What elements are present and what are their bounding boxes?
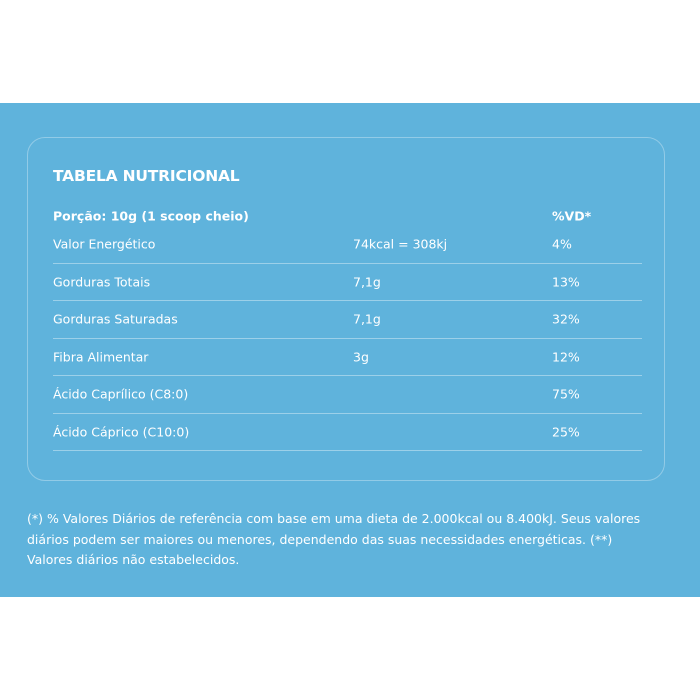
nutrient-vd: 12% bbox=[552, 349, 580, 365]
nutrient-quantity: 3g bbox=[353, 349, 369, 365]
table-row bbox=[53, 264, 642, 302]
table-row bbox=[53, 414, 642, 452]
table-title: TABELA NUTRICIONAL bbox=[53, 167, 240, 185]
nutrition-section bbox=[0, 103, 700, 597]
nutrient-name: Fibra Alimentar bbox=[53, 349, 149, 365]
table-row bbox=[53, 226, 642, 264]
nutrition-table bbox=[53, 206, 642, 451]
nutrient-vd: 4% bbox=[552, 236, 572, 252]
nutrient-vd: 13% bbox=[552, 274, 580, 290]
footnote: (*) % Valores Diários de referência com base em uma dieta de 2.000kcal ou 8.400kJ. Seus valores diários podem ser maiores ou menores, dependendo das suas necessidades energéticas. (**) Valores diários não estabelecidos. bbox=[27, 511, 641, 567]
vd-header: %VD* bbox=[552, 208, 592, 224]
nutrient-quantity: 74kcal = 308kj bbox=[353, 236, 448, 252]
nutrient-quantity: 7,1g bbox=[353, 274, 381, 290]
nutrition-table-card bbox=[27, 137, 665, 481]
portion-label: Porção: 10g (1 scoop cheio) bbox=[53, 208, 249, 224]
nutrient-vd: 32% bbox=[552, 311, 580, 327]
nutrient-name: Ácido Cáprico (C10:0) bbox=[53, 424, 190, 440]
nutrient-name: Gorduras Saturadas bbox=[53, 311, 178, 327]
nutrient-name: Valor Energético bbox=[53, 236, 156, 252]
table-header-row bbox=[53, 206, 642, 226]
table-row bbox=[53, 301, 642, 339]
nutrient-quantity: 7,1g bbox=[353, 311, 381, 327]
nutrient-name: Ácido Caprílico (C8:0) bbox=[53, 386, 189, 402]
nutrient-name: Gorduras Totais bbox=[53, 274, 151, 290]
nutrient-vd: 25% bbox=[552, 424, 580, 440]
table-row bbox=[53, 339, 642, 377]
nutrient-vd: 75% bbox=[552, 386, 580, 402]
table-row bbox=[53, 376, 642, 414]
